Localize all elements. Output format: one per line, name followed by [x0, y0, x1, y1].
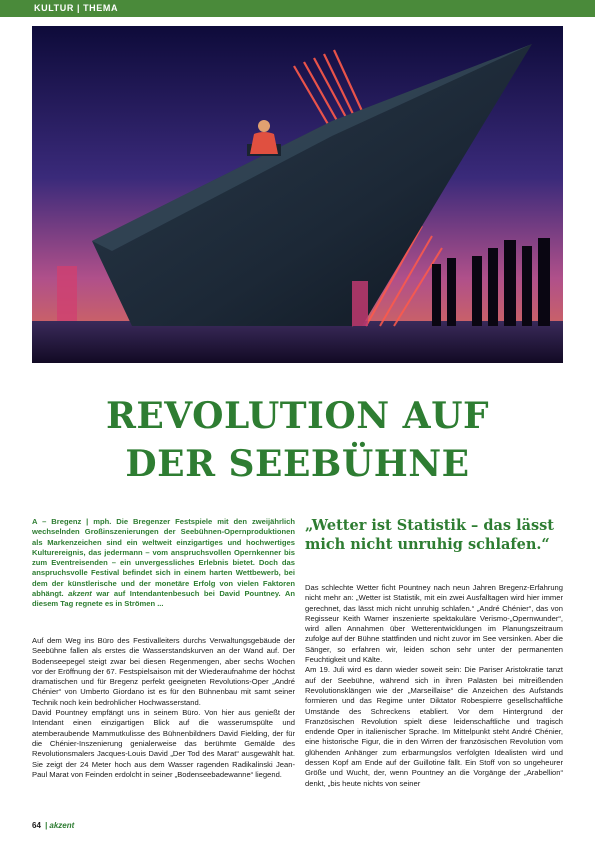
lead-text-before-brand: A – Bregenz | mph. Die Bregenzer Festspiele mit den zweijährlich wechselnden Großinszenierungen der Seebühnen-Opernproduktionen als Markenzeichen sind ein weltweit einzigartiges und hochwertiges Kulturereignis, das jedermann – vom anspruchsvollen Opernkenner bis zum Eventreisenden – ein unvergessliches Erlebnis bietet. Doch das anspruchsvolle Festival befindet sich in einem harten Wettbewerb, bei dem der künstlerische und der monetäre Erfolg von vielen Faktoren abhängt.	[32, 517, 295, 599]
lead-paragraph	[32, 517, 295, 610]
lead-text-after-brand: war auf Intendantenbesuch bei David Pountney. An diesem Tag regnete es in Strömen ...	[32, 589, 295, 609]
body-paragraph: Am 19. Juli wird es dann wieder soweit sein: Die Pariser Aristokratie tanzt auf der Seebühne, während sich in ihren Palästen bei mitreißenden Revolutionsklängen wie der „Marseillaise“ die Anzeichen des Aufstands formieren und das Regime unter Diktator Robespierre gesellschaftliche Umstände des Schreckens etabliert. Vor dem Hintergrund der Französischen Revolution spielt diese leidenschaftliche und tragisch endende Oper in italienischer Sprache. Im Mittelpunkt steht André Chénier, eine historische Figur, die in den Wirren der französischen Revolution vom glühenden Anhänger zum erbarmungslos verfolgten Idealisten wird und dessen Kopf am Ende auf der Guillotine fällt. Ein Stoff von so ungeheurer Größe und Wucht, der, wenn Pountney an die Vorgänge der „Arabellion“ denkt, „bis heute nichts von seiner	[305, 665, 563, 788]
magazine-brand: akzent	[49, 821, 75, 830]
lead-brand: akzent	[68, 589, 92, 599]
page-number: 64	[32, 821, 41, 830]
section-separator: |	[76, 3, 81, 13]
page-footer	[32, 821, 74, 830]
section-topic: THEMA	[83, 3, 119, 13]
headline	[32, 392, 563, 488]
headline-line-2: DER SEEBÜHNE	[125, 443, 470, 485]
body-paragraph: Das schlechte Wetter ficht Pountney nach neun Jahren Bregenz-Erfahrung nicht mehr an: „Wetter ist Statistik, mit ein zwei Ausfalltagen wird hier immer gerechnet, das lässt mich nicht unruhig schlafen.“ „André Chénier“, das von Regisseur Keith Warner inszenierte spektakuläre Verismo-„Opernwunder“, wird allen Annahmen über Wetterentwicklungen im Planungszeitraum zufolge auf der Bühne stattfinden und nicht zuvor im See versinken. Aber die Sänger, so erfahren wir, leiden schon sehr unter der permanenten Feuchtigkeit und Kälte.	[305, 583, 563, 665]
stage-photo	[32, 26, 563, 363]
stage-photo-illustration	[32, 26, 563, 363]
right-column-body	[305, 583, 563, 789]
footer-divider: |	[45, 821, 48, 830]
section-name: KULTUR	[34, 3, 74, 13]
left-column-body	[32, 636, 295, 780]
section-label	[34, 3, 118, 13]
body-paragraph: David Pountney empfängt uns in seinem Büro. Von hier aus genießt der Intendant einen einzigartigen Blick auf die wasserumspülte und atemberaubende Mammutkulisse des Bühnenbildners David Fielding, der für die Chénier-Inszenierung genialerweise das berühmte Gemälde des Revolutionsmalers Jacques-Louis David „Der Tod des Marat“ ausgewählt hat. Sie zeigt der 24 Meter hoch aus dem Wasser ragenden Radikalinski Jean-Paul Marat von Feinden erdolcht in seiner „Bodenseebadewanne“ liegend.	[32, 708, 295, 779]
pull-quote: „Wetter ist Statistik – das lässt mich nicht unruhig schlafen.“	[305, 517, 555, 553]
body-paragraph: Auf dem Weg ins Büro des Festivalleiters durchs Verwaltungsgebäude der Seebühne fallen als erstes die Wasserstandskurven an der Wand auf. Der Bodenseepegel steigt zwar bei diesen Regenmengen, aber sechs Wochen vor der Eröffnung der 67. Festspielsaison mit der Wiederaufnahme der höchst dramatischen und für Bregenz perfekt geeigneten Revolutions-Oper „André Chénier“ von Umberto Giordano ist es für den Bühnenbau mit samt seiner Technik noch kein bedrohlicher Hochwasserstand.	[32, 636, 295, 707]
lead-text	[32, 517, 295, 610]
headline-line-1: REVOLUTION AUF	[105, 395, 490, 437]
